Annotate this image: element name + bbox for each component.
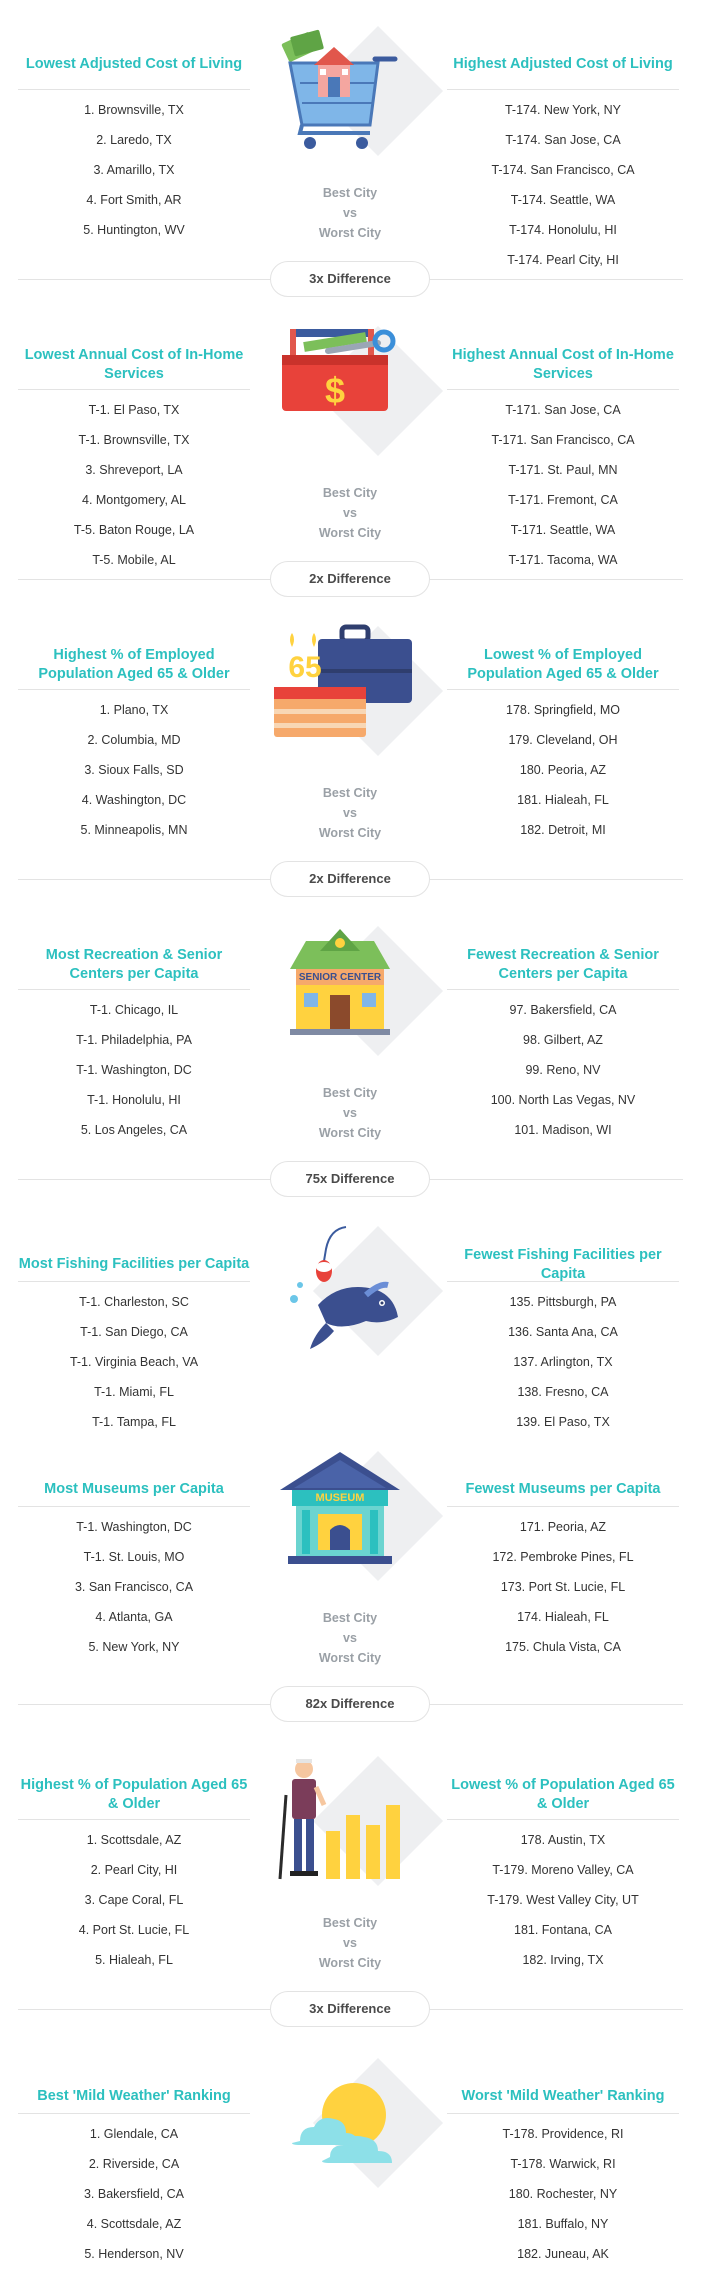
list-item: 5. New York, NY (88, 1640, 180, 1654)
list-item: T-1. Washington, DC (76, 1520, 192, 1534)
left-list (18, 695, 250, 845)
list-item: 171. Peoria, AZ (519, 1520, 607, 1534)
right-list (447, 995, 679, 1145)
list-item: T-1. St. Louis, MO (83, 1550, 185, 1564)
left-list (18, 1512, 250, 1662)
list-item: 4. Scottsdale, AZ (86, 2217, 182, 2231)
best-vs-worst-label: Best City vs Worst City (318, 786, 382, 840)
section-cost-of-living (0, 0, 701, 300)
list-item: T-171. St. Paul, MN (508, 463, 618, 477)
best-vs-worst-label: Best City vs Worst City (318, 1916, 382, 1970)
list-item: 1. Brownsville, TX (84, 103, 184, 117)
best-vs-worst-label: Best City vs Worst City (318, 1611, 382, 1665)
list-item: 1. Glendale, CA (89, 2127, 179, 2141)
left-heading: Most Fishing Facilities per Capita (18, 1248, 250, 1282)
difference-badge: 3x Difference (270, 261, 430, 297)
list-item: T-178. Warwick, RI (510, 2157, 616, 2171)
fish-hook-icon (270, 1225, 430, 1355)
list-item: 135. Pittsburgh, PA (509, 1295, 617, 1309)
difference-badge: 75x Difference (270, 1161, 430, 1197)
left-heading: Lowest Adjusted Cost of Living (18, 40, 250, 90)
list-item: T-178. Providence, RI (502, 2127, 624, 2141)
list-item: 173. Port St. Lucie, FL (500, 1580, 626, 1594)
list-item: T-171. Fremont, CA (508, 493, 618, 507)
list-item: T-171. Tacoma, WA (508, 553, 618, 567)
list-item: 98. Gilbert, AZ (523, 1033, 603, 1047)
difference-badge: 3x Difference (270, 1991, 430, 2027)
left-column (18, 1473, 250, 1662)
list-item: 5. Minneapolis, MN (80, 823, 188, 837)
difference-badge: 2x Difference (270, 561, 430, 597)
left-column (18, 1770, 250, 1975)
list-item: 182. Irving, TX (522, 1953, 604, 1967)
list-item: T-1. Brownsville, TX (78, 433, 190, 447)
left-heading: Lowest Annual Cost of In-Home Services (18, 340, 250, 390)
elderly-man-bar-chart-icon (270, 1755, 430, 1885)
left-list (18, 1825, 250, 1975)
list-item: 139. El Paso, TX (516, 1415, 610, 1429)
list-item: 3. Shreveport, LA (85, 463, 183, 477)
list-item: 2. Riverside, CA (88, 2157, 180, 2171)
list-item: 5. Hialeah, FL (95, 1953, 173, 1967)
list-item: T-1. Chicago, IL (89, 1003, 179, 1017)
cake-number-label: 65 (288, 651, 322, 684)
list-item: 4. Fort Smith, AR (86, 193, 182, 207)
right-list (447, 395, 679, 575)
left-heading: Most Recreation & Senior Centers per Capita (18, 940, 250, 990)
senior-center-sign-label: SENIOR CENTER (298, 972, 382, 983)
list-item: 137. Arlington, TX (513, 1355, 613, 1369)
museum-sign-label: MUSEUM (315, 1492, 365, 1504)
list-item: T-179. West Valley City, UT (487, 1893, 639, 1907)
list-item: T-1. Charleston, SC (79, 1295, 189, 1309)
list-item: 3. Sioux Falls, SD (84, 763, 184, 777)
list-item: 1. Plano, TX (99, 703, 169, 717)
left-column (18, 2080, 250, 2269)
list-item: T-174. San Francisco, CA (491, 163, 635, 177)
list-item: 2. Pearl City, HI (90, 1863, 178, 1877)
list-item: 4. Atlanta, GA (95, 1610, 173, 1624)
list-item: 4. Port St. Lucie, FL (78, 1923, 190, 1937)
right-column (447, 340, 679, 575)
list-item: 178. Austin, TX (520, 1833, 606, 1847)
list-item: 181. Fontana, CA (514, 1923, 612, 1937)
list-item: 5. Los Angeles, CA (80, 1123, 188, 1137)
list-item: T-174. New York, NY (504, 103, 622, 117)
right-heading: Worst 'Mild Weather' Ranking (447, 2080, 679, 2114)
list-item: 180. Rochester, NY (508, 2187, 618, 2201)
right-heading: Lowest % of Employed Population Aged 65 & Older (447, 640, 679, 690)
left-list (18, 95, 250, 245)
section-mild-weather (0, 2032, 701, 2285)
list-item: 136. Santa Ana, CA (508, 1325, 618, 1339)
list-item: T-171. Seattle, WA (510, 523, 616, 537)
section-population-65-plus (0, 1730, 701, 2032)
list-item: T-1. Philadelphia, PA (76, 1033, 192, 1047)
left-column (18, 340, 250, 575)
list-item: 172. Pembroke Pines, FL (492, 1550, 634, 1564)
sun-cloud-icon (270, 2057, 430, 2187)
list-item: T-1. San Diego, CA (80, 1325, 188, 1339)
list-item: 5. Huntington, WV (83, 223, 185, 237)
best-vs-worst-label: Best City vs Worst City (318, 1086, 382, 1140)
list-item: 3. San Francisco, CA (74, 1580, 194, 1594)
list-item: 3. Amarillo, TX (93, 163, 175, 177)
list-item: 4. Montgomery, AL (82, 493, 186, 507)
right-column (447, 640, 679, 845)
senior-center-building-icon (270, 925, 430, 1055)
right-column (447, 1770, 679, 1975)
section-senior-centers (0, 900, 701, 1200)
list-item: T-5. Baton Rouge, LA (73, 523, 195, 537)
left-column (18, 40, 250, 245)
right-column (447, 1248, 679, 1437)
left-list (18, 995, 250, 1145)
right-list (447, 695, 679, 845)
toolbox-icon (270, 325, 430, 455)
section-in-home-services (0, 300, 701, 600)
list-item: T-1. Virginia Beach, VA (69, 1355, 199, 1369)
left-column (18, 1248, 250, 1437)
left-heading: Most Museums per Capita (18, 1473, 250, 1507)
list-item: T-1. Honolulu, HI (87, 1093, 181, 1107)
left-heading: Highest % of Employed Population Aged 65 & Older (18, 640, 250, 690)
svg-text:$: $ (324, 370, 346, 411)
section-museums (0, 1425, 701, 1730)
right-list (447, 1512, 679, 1662)
list-item: 180. Peoria, AZ (519, 763, 607, 777)
right-list (447, 1287, 679, 1437)
list-item: T-1. Tampa, FL (92, 1415, 176, 1429)
right-heading: Highest Annual Cost of In-Home Services (447, 340, 679, 390)
list-item: 174. Hialeah, FL (517, 1610, 609, 1624)
list-item: T-174. Seattle, WA (510, 193, 616, 207)
left-list (18, 395, 250, 575)
shopping-cart-house-icon (270, 25, 430, 155)
list-item: T-174. San Jose, CA (505, 133, 621, 147)
list-item: T-174. Pearl City, HI (507, 253, 619, 267)
list-item: 2. Laredo, TX (96, 133, 172, 147)
briefcase-cake-icon (270, 625, 430, 755)
right-heading: Highest Adjusted Cost of Living (447, 40, 679, 90)
list-item: 1. Scottsdale, AZ (86, 1833, 182, 1847)
best-vs-worst-label: Best City vs Worst City (318, 486, 382, 540)
right-list (447, 95, 679, 275)
list-item: 181. Buffalo, NY (517, 2217, 609, 2231)
right-heading: Fewest Museums per Capita (447, 1473, 679, 1507)
list-item: T-179. Moreno Valley, CA (492, 1863, 634, 1877)
list-item: T-1. Miami, FL (94, 1385, 174, 1399)
right-list (447, 2119, 679, 2269)
list-item: 2. Columbia, MD (87, 733, 181, 747)
list-item: T-1. Washington, DC (76, 1063, 192, 1077)
left-column (18, 640, 250, 845)
list-item: 138. Fresno, CA (517, 1385, 609, 1399)
section-employed-65-plus (0, 600, 701, 900)
list-item: 97. Bakersfield, CA (509, 1003, 617, 1017)
list-item: 179. Cleveland, OH (508, 733, 618, 747)
list-item: T-171. San Jose, CA (505, 403, 621, 417)
list-item: 178. Springfield, MO (506, 703, 620, 717)
list-item: 5. Henderson, NV (84, 2247, 184, 2261)
right-list (447, 1825, 679, 1975)
right-column (447, 2080, 679, 2269)
right-column (447, 940, 679, 1145)
list-item: 101. Madison, WI (514, 1123, 612, 1137)
list-item: 4. Washington, DC (81, 793, 187, 807)
difference-badge: 82x Difference (270, 1686, 430, 1722)
right-column (447, 1473, 679, 1662)
left-list (18, 2119, 250, 2269)
list-item: T-171. San Francisco, CA (491, 433, 635, 447)
left-heading: Highest % of Population Aged 65 & Older (18, 1770, 250, 1820)
left-list (18, 1287, 250, 1437)
right-heading: Fewest Recreation & Senior Centers per Capita (447, 940, 679, 990)
best-vs-worst-label: Best City vs Worst City (318, 186, 382, 240)
right-heading: Fewest Fishing Facilities per Capita (447, 1248, 679, 1282)
list-item: 182. Detroit, MI (520, 823, 606, 837)
list-item: 100. North Las Vegas, NV (490, 1093, 636, 1107)
list-item: T-5. Mobile, AL (92, 553, 176, 567)
list-item: 175. Chula Vista, CA (505, 1640, 621, 1654)
list-item: 3. Bakersfield, CA (83, 2187, 185, 2201)
museum-building-icon (270, 1450, 430, 1580)
section-fishing-facilities (0, 1200, 701, 1429)
list-item: T-1. El Paso, TX (88, 403, 180, 417)
left-column (18, 940, 250, 1145)
difference-badge: 2x Difference (270, 861, 430, 897)
list-item: 3. Cape Coral, FL (84, 1893, 184, 1907)
left-heading: Best 'Mild Weather' Ranking (18, 2080, 250, 2114)
right-heading: Lowest % of Population Aged 65 & Older (447, 1770, 679, 1820)
list-item: 181. Hialeah, FL (517, 793, 609, 807)
list-item: T-174. Honolulu, HI (509, 223, 617, 237)
right-column (447, 40, 679, 275)
list-item: 182. Juneau, AK (517, 2247, 609, 2261)
list-item: 99. Reno, NV (525, 1063, 601, 1077)
